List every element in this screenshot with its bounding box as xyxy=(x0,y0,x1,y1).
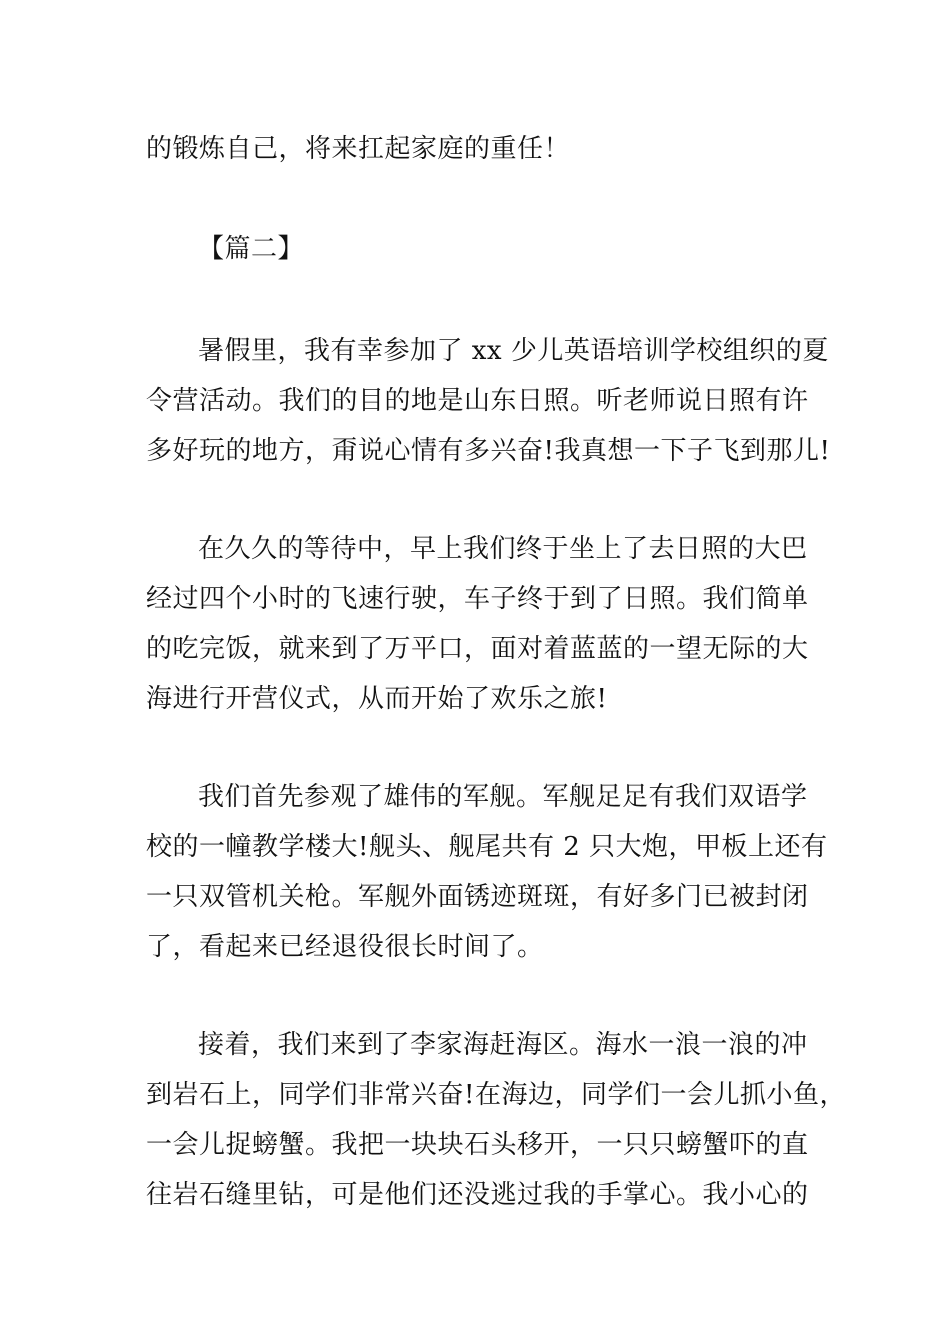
section-heading-text: 【篇二】 xyxy=(198,234,305,264)
paragraph-continuation xyxy=(146,124,816,174)
paragraph-line: 我们首先参观了雄伟的军舰。军舰足足有我们双语学 xyxy=(198,782,808,812)
paragraph-line: 在久久的等待中，早上我们终于坐上了去日照的大巴 xyxy=(198,534,808,564)
paragraph-line: 暑假里，我有幸参加了 xx 少儿英语培训学校组织的夏 xyxy=(198,336,829,366)
paragraph-line: 多好玩的地方，甭说心情有多兴奋!我真想一下子飞到那儿! xyxy=(146,436,831,466)
paragraph-line: 经过四个小时的飞速行驶，车子终于到了日照。我们简单 xyxy=(146,584,809,614)
paragraph-2 xyxy=(146,524,816,724)
paragraph-3 xyxy=(146,772,828,972)
paragraph-1 xyxy=(146,326,831,476)
paragraph-line: 接着，我们来到了李家海赶海区。海水一浪一浪的冲 xyxy=(198,1030,808,1060)
paragraph-line: 一会儿捉螃蟹。我把一块块石头移开，一只只螃蟹吓的直 xyxy=(146,1130,809,1160)
paragraph-line: 校的一幢教学楼大!舰头、舰尾共有 2 只大炮，甲板上还有 xyxy=(146,832,828,862)
section-heading xyxy=(146,224,816,274)
paragraph-line: 了，看起来已经退役很长时间了。 xyxy=(146,932,544,962)
paragraph-line: 令营活动。我们的目的地是山东日照。听老师说日照有许 xyxy=(146,386,809,416)
paragraph-line: 到岩石上，同学们非常兴奋!在海边，同学们一会儿抓小鱼， xyxy=(146,1080,846,1110)
paragraph-line: 的吃完饭，就来到了万平口，面对着蓝蓝的一望无际的大 xyxy=(146,634,809,664)
paragraph-4 xyxy=(146,1020,846,1220)
paragraph-line: 往岩石缝里钻，可是他们还没逃过我的手掌心。我小心的 xyxy=(146,1180,809,1210)
paragraph-line: 的锻炼自己，将来扛起家庭的重任！ xyxy=(146,134,571,164)
paragraph-line: 海进行开营仪式，从而开始了欢乐之旅! xyxy=(146,684,608,714)
paragraph-line: 一只双管机关枪。军舰外面锈迹斑斑，有好多门已被封闭 xyxy=(146,882,809,912)
